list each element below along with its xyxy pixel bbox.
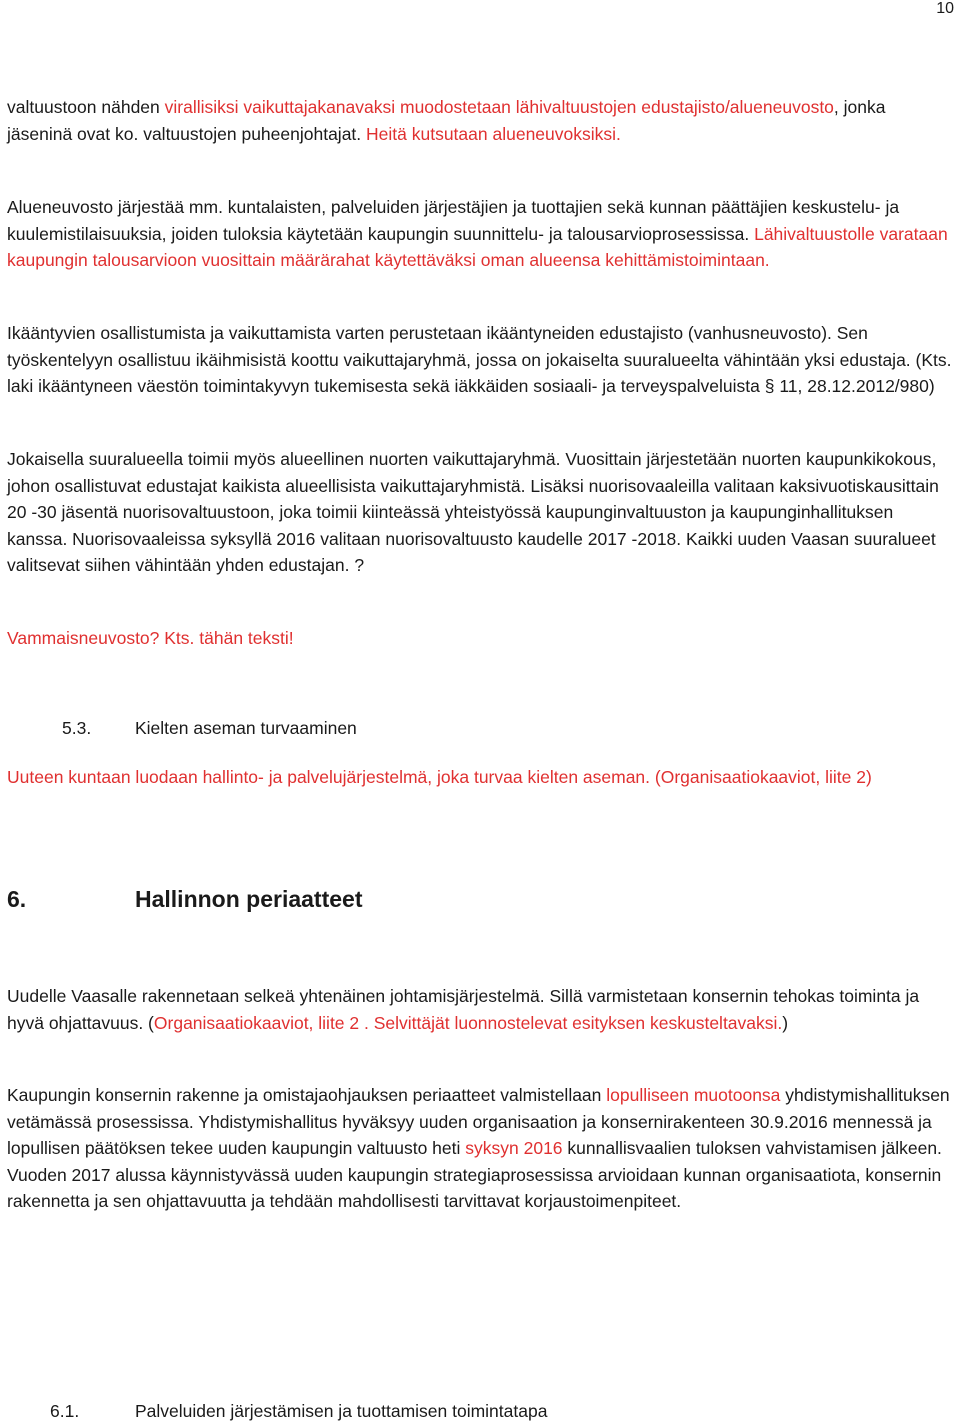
text-run: , jonka jäseninä ovat ko. valtuustojen puheenjohtajat.: [7, 97, 886, 144]
text-run: ): [782, 1012, 789, 1033]
text-run: Uudelle Vaasalle rakennetaan selkeä yhtenäinen johtamisjärjestelmä. Sillä varmistetaan konsernin tehokas toiminta ja hyvä ohjattavuus. (: [7, 986, 920, 1033]
text-run: kunnallisvaalien tuloksen vahvistamisen jälkeen. Vuoden 2017 alussa käynnistyvässä uuden kaupungin strategiaprosessissa arvioidaan kunnan organisaatiota, konsernin rakennetta ja sen ohjattavuutta ja tehdään mahdollisesti tarvittavat korjaustoimenpiteet.: [7, 1138, 942, 1211]
highlighted-text: lopulliseen muotoonsa: [606, 1085, 781, 1105]
section-number-6: 6.: [7, 886, 27, 912]
highlighted-text: virallisiksi vaikuttajakanavaksi muodostetaan lähivaltuustojen edustajisto/alueneuvosto: [164, 97, 834, 117]
paragraph-alueneuvosto: [7, 194, 952, 274]
page-number: 10: [936, 0, 954, 17]
paragraph-vanhusneuvosto: Ikääntyvien osallistumista ja vaikuttamista varten perustetaan ikääntyneiden edustajisto (vanhusneuvosto). Sen työskentelyyn osallistuu ikäihmisistä koottu vaikuttajaryhmä, jossa on jokaiselta suuralueelta vähintään yksi edustaja. (Kts. laki ikääntyneen väestön toimintakyvyn tukemisesta sekä iäkkäiden sosiaali- ja terveyspalveluista § 11, 28.12.2012/980): [7, 323, 952, 396]
section-title-6: Hallinnon periaatteet: [135, 886, 363, 912]
text-run: yhdistymishallituksen vetämässä prosessissa. Yhdistymishallitus hyväksyy uuden organisaation ja konsernirakenteen 30.9.2016 mennessä ja lopullisen päätöksen tekee uuden kaupungin valtuusto heti: [7, 1085, 950, 1158]
section-number-6-1: 6.1.: [50, 1401, 80, 1421]
text-run: Kaupungin konsernin rakenne ja omistajaohjauksen periaatteet valmistellaan: [7, 1085, 607, 1105]
paragraph-konsernin-rakenne: [7, 1082, 952, 1215]
paragraph-lahivaltuustot: [7, 94, 952, 147]
highlighted-text: Lähivaltuustolle varataan kaupungin talousarvioon vuosittain määrärahat käytettäväksi oman alueensa kehittämistoimintaan.: [7, 223, 948, 270]
highlighted-text: Heitä kutsutaan alueneuvoksiksi.: [366, 123, 621, 144]
text-run: Alueneuvosto järjestää mm. kuntalaisten, palveluiden järjestäjien ja tuottajien sekä kunnan päättäjien keskustelu- ja kuulemistilaisuuksia, joiden tuloksia käytetään kaupungin suunnittelu- ja talousarvioprosessissa.: [7, 197, 900, 244]
highlighted-text: syksyn 2016: [465, 1138, 563, 1158]
section-number-5-3: 5.3.: [62, 718, 92, 738]
paragraph-kielten-asema: Uuteen kuntaan luodaan hallinto- ja palvelujärjestelmä, joka turvaa kielten aseman. (Organisaatiokaaviot, liite 2): [7, 767, 872, 787]
section-title-5-3: Kielten aseman turvaaminen: [135, 718, 357, 738]
paragraph-nuorten-vaikuttajaryhma: Jokaisella suuralueella toimii myös alueellinen nuorten vaikuttajaryhmä. Vuosittain järjestetään nuorten kaupunkikokous, johon osallistuvat edustajat kaikista alueellisista vaikuttajaryhmistä. Lisäksi nuorisovaaleilla valitaan kaksivuotiskausittain 20 -30 jäsentä nuorisovaltuustoon, joka toimii kiinteässä yhteistyössä kaupunginvaltuuston ja kaupunginhallituksen kanssa. Nuorisovaaleissa syksyllä 2016 valitaan nuorisovaltuusto kaudelle 2017 -2018. Kaikki uuden Vaasan suuralueet valitsevat siihen vähintään yhden edustajan. ?: [7, 449, 939, 575]
paragraph-vammaisneuvosto: Vammaisneuvosto? Kts. tähän teksti!: [7, 628, 294, 648]
text-run: valtuustoon nähden: [7, 97, 165, 117]
paragraph-johtamisjarjestelma: [7, 983, 952, 1036]
section-title-6-1: Palveluiden järjestämisen ja tuottamisen toimintatapa: [135, 1401, 548, 1421]
highlighted-text: Organisaatiokaaviot, liite 2 . Selvittäjät luonnostelevat esityksen keskusteltavaksi.: [153, 1012, 783, 1033]
